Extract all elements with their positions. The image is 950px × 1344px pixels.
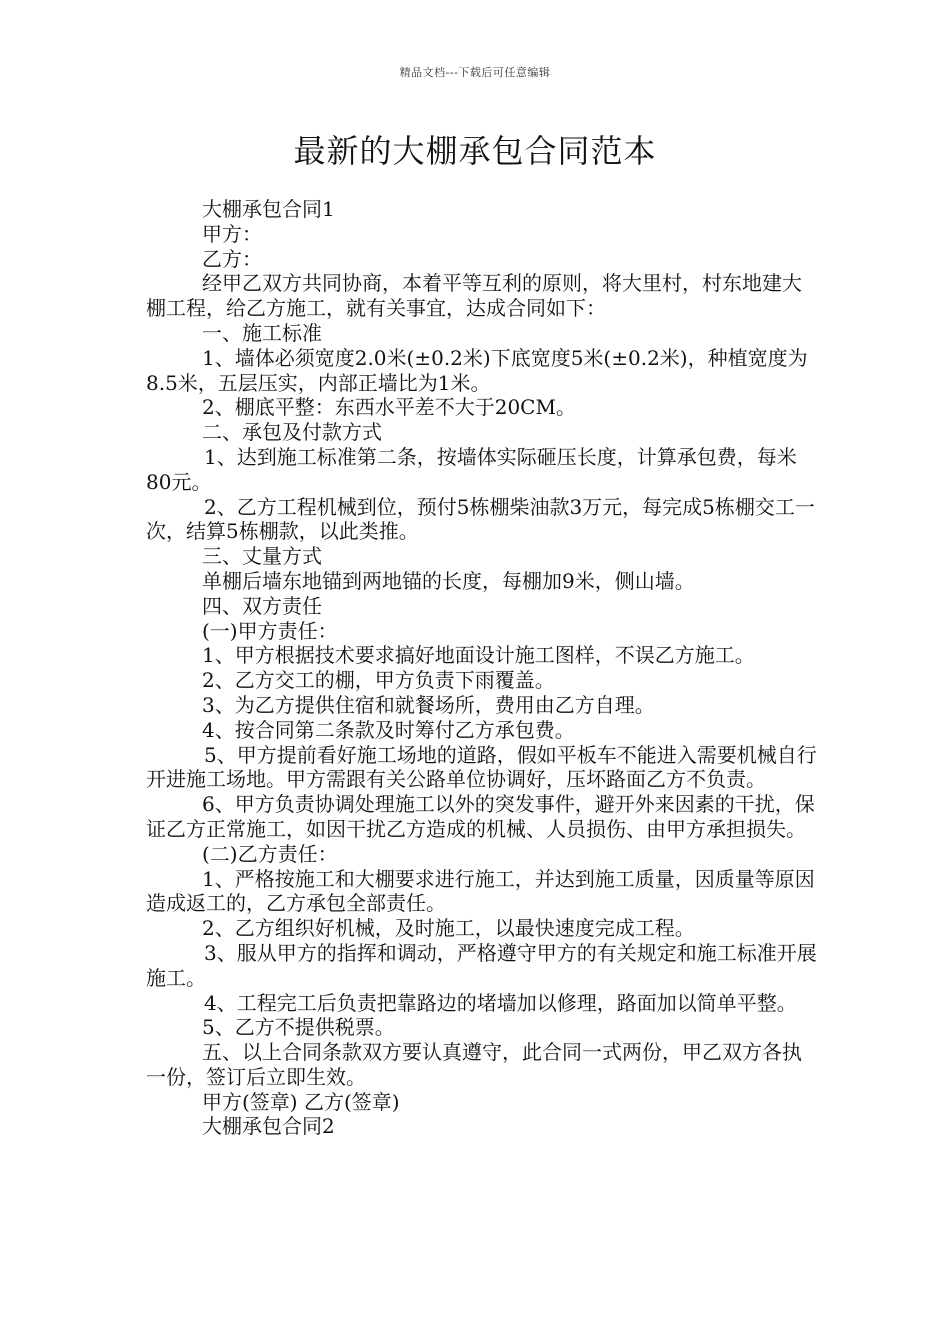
subsection-heading: (二)乙方责任：	[202, 841, 338, 866]
clause-paragraph: 单棚后墙东地锚到两地锚的长度，每棚加9米，侧山墙。	[202, 568, 695, 593]
party-b-line: 乙方：	[202, 246, 262, 271]
signature-line: 甲方(签章) 乙方(签章)	[202, 1089, 400, 1114]
clause-paragraph: 2、乙方组织好机械，及时施工，以最快速度完成工程。	[202, 916, 695, 941]
contract-heading: 大棚承包合同1	[202, 197, 335, 221]
clause-paragraph: 5、甲方提前看好施工场地的道路，假如平板车不能进入需要机械自行开进施工场地。甲方需跟有关公路单位协调好，压坏路面乙方不负责。	[146, 742, 817, 792]
document-title: 最新的大棚承包合同范本	[293, 132, 657, 170]
clause-paragraph: 1、达到施工标准第二条，按墙体实际砸压长度，计算承包费，每米80元。	[146, 444, 797, 494]
clause-paragraph: 2、乙方交工的棚，甲方负责下雨覆盖。	[202, 668, 555, 693]
clause-paragraph: 1、墙体必须宽度2.0米(±0.2米)下底宽度5米(±0.2米)，种植宽度为8.5米，五层压实，内部正墙比为1米。	[146, 345, 808, 395]
clause-paragraph: 1、严格按施工和大棚要求进行施工，并达到施工质量，因质量等原因造成返工的，乙方承包全部责任。	[146, 866, 815, 916]
section-heading: 一、施工标准	[202, 320, 322, 345]
section-heading: 二、承包及付款方式	[202, 420, 382, 445]
header-note: 精品文档---下载后可任意编辑	[399, 66, 551, 79]
clause-paragraph: 1、甲方根据技术要求搞好地面设计施工图样，不误乙方施工。	[202, 643, 755, 668]
clause-paragraph: 3、服从甲方的指挥和调动，严格遵守甲方的有关规定和施工标准开展施工。	[146, 940, 817, 990]
clause-paragraph: 2、乙方工程机械到位，预付5栋棚柴油款3万元，每完成5栋棚交工一次，结算5栋棚款，以此类推。	[146, 494, 815, 544]
clause-paragraph: 2、棚底平整：东西水平差不大于20CM。	[202, 395, 576, 420]
document-body	[146, 197, 818, 1139]
subsection-heading: (一)甲方责任：	[202, 618, 338, 643]
clause-paragraph: 3、为乙方提供住宿和就餐场所，费用由乙方自理。	[202, 692, 655, 717]
section-heading: 三、丈量方式	[202, 544, 322, 569]
clause-paragraph: 6、甲方负责协调处理施工以外的突发事件，避开外来因素的干扰，保证乙方正常施工，如因干扰乙方造成的机械、人员损伤、由甲方承担损失。	[146, 792, 815, 841]
contract-heading: 大棚承包合同2	[202, 1114, 335, 1139]
section-heading: 四、双方责任	[202, 593, 322, 618]
section-paragraph: 五、以上合同条款双方要认真遵守，此合同一式两份，甲乙双方各执一份，签订后立即生效。	[146, 1040, 802, 1089]
preamble-paragraph: 经甲乙双方共同协商，本着平等互利的原则，将大里村，村东地建大棚工程，给乙方施工，就有关事宜，达成合同如下：	[146, 271, 802, 321]
party-a-line: 甲方：	[202, 221, 262, 246]
clause-paragraph: 4、按合同第二条款及时筹付乙方承包费。	[202, 717, 575, 742]
clause-paragraph: 5、乙方不提供税票。	[202, 1015, 395, 1040]
clause-paragraph: 4、工程完工后负责把靠路边的堵墙加以修理，路面加以简单平整。	[204, 990, 797, 1015]
